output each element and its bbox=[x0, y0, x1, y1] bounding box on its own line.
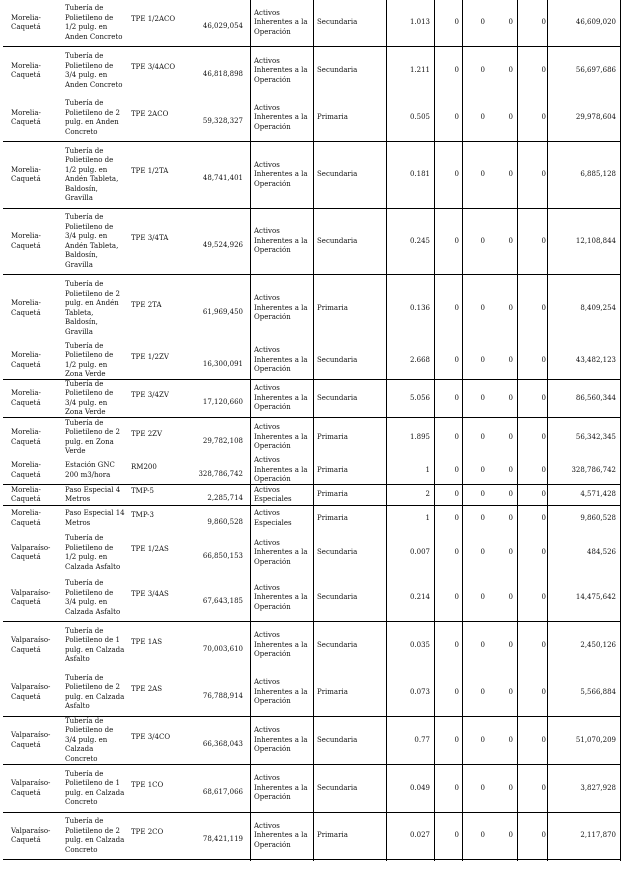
zero-col-3-cell: 0 bbox=[508, 393, 513, 402]
column-divider bbox=[386, 0, 387, 861]
zero-col-4-cell: 0 bbox=[541, 831, 546, 840]
asset-category-cell: Activos Inherentes a la Operación bbox=[254, 56, 308, 84]
table-row bbox=[3, 531, 620, 575]
quantity-cell: 2 bbox=[425, 490, 430, 499]
zero-col-4-cell: 0 bbox=[541, 432, 546, 441]
zero-col-3-cell: 0 bbox=[508, 18, 513, 27]
total-value-cell: 43,482,123 bbox=[575, 355, 616, 364]
total-value-cell: 328,786,742 bbox=[571, 465, 616, 474]
asset-category-cell: Activos Inherentes a la Operación bbox=[254, 346, 308, 374]
network-level-cell: Primaria bbox=[317, 113, 348, 122]
zero-col-3-cell: 0 bbox=[508, 490, 513, 499]
total-value-cell: 86,560,344 bbox=[575, 393, 616, 402]
zero-col-4-cell: 0 bbox=[541, 66, 546, 75]
zero-col-2-cell: 0 bbox=[480, 236, 485, 245]
network-level-cell: Secundaria bbox=[317, 640, 358, 649]
quantity-cell: 0.77 bbox=[414, 735, 430, 744]
asset-category-cell: Activos Inherentes a la Operación bbox=[254, 538, 308, 566]
total-value-cell: 484,526 bbox=[587, 548, 616, 557]
quantity-cell: 2.668 bbox=[409, 355, 430, 364]
zero-col-4-cell: 0 bbox=[541, 593, 546, 602]
quantity-cell: 0.073 bbox=[409, 687, 430, 696]
description-cell: Tubería de Polietileno de 2 pulg. en Calzada Asfalto bbox=[65, 673, 125, 710]
code-cell: TMP-3 bbox=[131, 510, 154, 519]
zero-col-2-cell: 0 bbox=[480, 66, 485, 75]
zero-col-3-cell: 0 bbox=[508, 113, 513, 122]
asset-category-cell: Activos Inherentes a la Operación bbox=[254, 227, 308, 255]
table-row bbox=[3, 95, 620, 142]
unit-value-cell: 61,969,450 bbox=[202, 307, 243, 316]
zero-col-1-cell: 0 bbox=[454, 548, 459, 557]
unit-value-cell: 46,818,898 bbox=[202, 70, 243, 79]
total-value-cell: 2,450,126 bbox=[580, 640, 616, 649]
network-level-cell: Secundaria bbox=[317, 593, 358, 602]
unit-value-cell: 70,003,610 bbox=[202, 644, 243, 653]
unit-value-cell: 46,029,054 bbox=[202, 22, 243, 31]
zero-col-2-cell: 0 bbox=[480, 831, 485, 840]
table-row bbox=[3, 717, 620, 765]
zero-col-4-cell: 0 bbox=[541, 513, 546, 522]
zero-col-1-cell: 0 bbox=[454, 66, 459, 75]
description-cell: Tubería de Polietileno de 1 pulg. en Calzada Asfalto bbox=[65, 626, 125, 663]
zero-col-1-cell: 0 bbox=[454, 640, 459, 649]
column-divider bbox=[313, 0, 314, 861]
municipality-cell: Morelia-Caquetá bbox=[11, 509, 41, 527]
municipality-cell: Valparaíso-Caquetá bbox=[11, 731, 51, 749]
description-cell: Tubería de Polietileno de 2 pulg. en Andén Tableta, Baldosín, Gravilla bbox=[65, 280, 120, 336]
column-divider bbox=[462, 0, 463, 861]
asset-category-cell: Activos Especiales bbox=[254, 485, 292, 503]
table-row bbox=[3, 765, 620, 813]
zero-col-3-cell: 0 bbox=[508, 640, 513, 649]
zero-col-2-cell: 0 bbox=[480, 432, 485, 441]
zero-col-1-cell: 0 bbox=[454, 18, 459, 27]
total-value-cell: 29,978,604 bbox=[575, 113, 616, 122]
code-cell: TPE 1/2ACO bbox=[131, 15, 176, 24]
zero-col-2-cell: 0 bbox=[480, 393, 485, 402]
zero-col-2-cell: 0 bbox=[480, 490, 485, 499]
description-cell: Tubería de Polietileno de 1/2 pulg. en Calzada Asfalto bbox=[65, 534, 121, 571]
table-row bbox=[3, 209, 620, 275]
description-cell: Tubería de Polietileno de 1 pulg. en Calzada Concreto bbox=[65, 769, 125, 806]
table-row bbox=[3, 485, 620, 506]
zero-col-3-cell: 0 bbox=[508, 432, 513, 441]
zero-col-4-cell: 0 bbox=[541, 355, 546, 364]
description-cell: Tubería de Polietileno de 2 pulg. en Zona Verde bbox=[65, 418, 120, 455]
zero-col-3-cell: 0 bbox=[508, 236, 513, 245]
code-cell: TPE 3/4CO bbox=[131, 732, 171, 741]
zero-col-2-cell: 0 bbox=[480, 548, 485, 557]
zero-col-3-cell: 0 bbox=[508, 687, 513, 696]
code-cell: TPE 2ZV bbox=[131, 429, 163, 438]
municipality-cell: Morelia-Caquetá bbox=[11, 61, 41, 79]
zero-col-2-cell: 0 bbox=[480, 783, 485, 792]
description-cell: Tubería de Polietileno de 1/2 pulg. en Zona Verde bbox=[65, 341, 114, 378]
total-value-cell: 9,860,528 bbox=[580, 513, 616, 522]
network-level-cell: Primaria bbox=[317, 303, 348, 312]
asset-category-cell: Activos Inherentes a la Operación bbox=[254, 821, 308, 849]
total-value-cell: 8,409,254 bbox=[580, 303, 616, 312]
quantity-cell: 1.013 bbox=[409, 18, 430, 27]
quantity-cell: 0.027 bbox=[409, 831, 430, 840]
zero-col-1-cell: 0 bbox=[454, 355, 459, 364]
zero-col-1-cell: 0 bbox=[454, 393, 459, 402]
description-cell: Tubería de Polietileno de 3/4 pulg. en Andén Tableta, Baldosín, Gravilla bbox=[65, 213, 119, 269]
total-value-cell: 4,571,428 bbox=[580, 490, 616, 499]
description-cell: Tubería de Polietileno de 2 pulg. en Anden Concreto bbox=[65, 99, 120, 136]
unit-value-cell: 16,300,091 bbox=[202, 359, 243, 368]
table-row bbox=[3, 418, 620, 457]
code-cell: TPE 3/4ACO bbox=[131, 63, 176, 72]
column-divider bbox=[517, 0, 518, 861]
municipality-cell: Morelia-Caquetá bbox=[11, 299, 41, 317]
asset-category-cell: Activos Inherentes a la Operación bbox=[254, 456, 308, 484]
total-value-cell: 2,117,870 bbox=[580, 831, 616, 840]
unit-value-cell: 66,368,043 bbox=[202, 739, 243, 748]
asset-category-cell: Activos Inherentes a la Operación bbox=[254, 423, 308, 451]
unit-value-cell: 29,782,108 bbox=[202, 436, 243, 445]
zero-col-1-cell: 0 bbox=[454, 593, 459, 602]
zero-col-4-cell: 0 bbox=[541, 236, 546, 245]
municipality-cell: Morelia-Caquetá bbox=[11, 461, 41, 479]
quantity-cell: 0.049 bbox=[409, 783, 430, 792]
asset-category-cell: Activos Inherentes a la Operación bbox=[254, 8, 308, 36]
zero-col-4-cell: 0 bbox=[541, 18, 546, 27]
quantity-cell: 1.211 bbox=[409, 66, 430, 75]
municipality-cell: Morelia-Caquetá bbox=[11, 428, 41, 446]
zero-col-3-cell: 0 bbox=[508, 170, 513, 179]
network-level-cell: Secundaria bbox=[317, 18, 358, 27]
code-cell: TPE 3/4AS bbox=[131, 590, 169, 599]
zero-col-1-cell: 0 bbox=[454, 465, 459, 474]
code-cell: TPE 3/4TA bbox=[131, 233, 169, 242]
network-level-cell: Secundaria bbox=[317, 735, 358, 744]
zero-col-2-cell: 0 bbox=[480, 735, 485, 744]
zero-col-1-cell: 0 bbox=[454, 735, 459, 744]
description-cell: Tubería de Polietileno de 2 pulg. en Calzada Concreto bbox=[65, 817, 125, 854]
municipality-cell: Morelia-Caquetá bbox=[11, 389, 41, 407]
unit-value-cell: 68,617,066 bbox=[202, 787, 243, 796]
unit-value-cell: 76,788,914 bbox=[202, 691, 243, 700]
network-level-cell: Primaria bbox=[317, 490, 348, 499]
network-level-cell: Primaria bbox=[317, 687, 348, 696]
table-row bbox=[3, 813, 620, 860]
quantity-cell: 5.056 bbox=[409, 393, 430, 402]
code-cell: TPE 1CO bbox=[131, 780, 164, 789]
column-divider bbox=[620, 0, 621, 861]
table-row bbox=[3, 47, 620, 95]
zero-col-2-cell: 0 bbox=[480, 303, 485, 312]
column-divider bbox=[434, 0, 435, 861]
quantity-cell: 0.136 bbox=[409, 303, 430, 312]
zero-col-4-cell: 0 bbox=[541, 303, 546, 312]
description-cell: Tubería de Polietileno de 3/4 pulg. en Calzada Asfalto bbox=[65, 579, 121, 616]
description-cell: Paso Especial 4 Metros bbox=[65, 485, 121, 503]
asset-category-cell: Activos Especiales bbox=[254, 509, 292, 527]
quantity-cell: 0.181 bbox=[409, 170, 430, 179]
total-value-cell: 46,609,020 bbox=[575, 18, 616, 27]
zero-col-1-cell: 0 bbox=[454, 432, 459, 441]
zero-col-4-cell: 0 bbox=[541, 113, 546, 122]
asset-category-cell: Activos Inherentes a la Operación bbox=[254, 294, 308, 322]
total-value-cell: 5,566,884 bbox=[580, 687, 616, 696]
total-value-cell: 51,070,209 bbox=[575, 735, 616, 744]
zero-col-4-cell: 0 bbox=[541, 783, 546, 792]
zero-col-3-cell: 0 bbox=[508, 513, 513, 522]
asset-category-cell: Activos Inherentes a la Operación bbox=[254, 774, 308, 802]
code-cell: TPE 1/2AS bbox=[131, 545, 169, 554]
zero-col-2-cell: 0 bbox=[480, 513, 485, 522]
total-value-cell: 56,342,345 bbox=[575, 432, 616, 441]
table-row bbox=[3, 575, 620, 622]
description-cell: Tubería de Polietileno de 3/4 pulg. en Zona Verde bbox=[65, 379, 114, 416]
municipality-cell: Morelia-Caquetá bbox=[11, 108, 41, 126]
unit-value-cell: 9,860,528 bbox=[207, 517, 243, 526]
network-level-cell: Primaria bbox=[317, 831, 348, 840]
municipality-cell: Morelia-Caquetá bbox=[11, 485, 41, 503]
zero-col-1-cell: 0 bbox=[454, 687, 459, 696]
table-row bbox=[3, 142, 620, 209]
code-cell: TPE 1/2ZV bbox=[131, 352, 169, 361]
zero-col-3-cell: 0 bbox=[508, 548, 513, 557]
network-level-cell: Secundaria bbox=[317, 170, 358, 179]
zero-col-3-cell: 0 bbox=[508, 735, 513, 744]
code-cell: TPE 2ACO bbox=[131, 110, 169, 119]
zero-col-2-cell: 0 bbox=[480, 687, 485, 696]
column-divider bbox=[547, 0, 548, 861]
zero-col-2-cell: 0 bbox=[480, 640, 485, 649]
network-level-cell: Secundaria bbox=[317, 548, 358, 557]
quantity-cell: 0.214 bbox=[409, 593, 430, 602]
asset-category-cell: Activos Inherentes a la Operación bbox=[254, 160, 308, 188]
asset-category-cell: Activos Inherentes a la Operación bbox=[254, 631, 308, 659]
municipality-cell: Morelia-Caquetá bbox=[11, 232, 41, 250]
zero-col-4-cell: 0 bbox=[541, 393, 546, 402]
total-value-cell: 12,108,844 bbox=[575, 236, 616, 245]
table-row bbox=[3, 275, 620, 342]
unit-value-cell: 2,285,714 bbox=[207, 494, 243, 503]
code-cell: TPE 2CO bbox=[131, 828, 164, 837]
total-value-cell: 3,827,928 bbox=[580, 783, 616, 792]
zero-col-2-cell: 0 bbox=[480, 355, 485, 364]
municipality-cell: Valparaíso-Caquetá bbox=[11, 543, 51, 561]
code-cell: TPE 3/4ZV bbox=[131, 390, 169, 399]
description-cell: Tubería de Polietileno de 3/4 pulg. en Anden Concreto bbox=[65, 52, 123, 89]
zero-col-2-cell: 0 bbox=[480, 113, 485, 122]
zero-col-1-cell: 0 bbox=[454, 303, 459, 312]
zero-col-4-cell: 0 bbox=[541, 640, 546, 649]
quantity-cell: 1 bbox=[425, 465, 430, 474]
network-level-cell: Primaria bbox=[317, 432, 348, 441]
municipality-cell: Valparaíso-Caquetá bbox=[11, 779, 51, 797]
municipality-cell: Valparaíso-Caquetá bbox=[11, 683, 51, 701]
network-level-cell: Primaria bbox=[317, 513, 348, 522]
zero-col-1-cell: 0 bbox=[454, 113, 459, 122]
zero-col-4-cell: 0 bbox=[541, 170, 546, 179]
zero-col-1-cell: 0 bbox=[454, 783, 459, 792]
network-level-cell: Secundaria bbox=[317, 66, 358, 75]
code-cell: TPE 2TA bbox=[131, 300, 162, 309]
table-row bbox=[3, 380, 620, 418]
description-cell: Tubería de Polietileno de 1/2 pulg. en Anden Concreto bbox=[65, 4, 123, 41]
table-row bbox=[3, 342, 620, 380]
quantity-cell: 1.895 bbox=[409, 432, 430, 441]
quantity-cell: 0.245 bbox=[409, 236, 430, 245]
unit-value-cell: 59,328,327 bbox=[202, 117, 243, 126]
asset-category-cell: Activos Inherentes a la Operación bbox=[254, 678, 308, 706]
zero-col-3-cell: 0 bbox=[508, 355, 513, 364]
unit-value-cell: 328,786,742 bbox=[198, 469, 243, 478]
municipality-cell: Valparaíso-Caquetá bbox=[11, 826, 51, 844]
zero-col-4-cell: 0 bbox=[541, 687, 546, 696]
description-cell: Paso Especial 14 Metros bbox=[65, 509, 125, 527]
code-cell: TPE 1AS bbox=[131, 637, 163, 646]
description-cell: Tubería de Polietileno de 3/4 pulg. en Calzada Concreto bbox=[65, 716, 114, 763]
code-cell: RM200 bbox=[131, 462, 157, 471]
table-row bbox=[3, 0, 620, 47]
asset-category-cell: Activos Inherentes a la Operación bbox=[254, 726, 308, 754]
zero-col-3-cell: 0 bbox=[508, 593, 513, 602]
code-cell: TPE 2AS bbox=[131, 684, 163, 693]
quantity-cell: 0.035 bbox=[409, 640, 430, 649]
table-row bbox=[3, 457, 620, 485]
municipality-cell: Morelia-Caquetá bbox=[11, 165, 41, 183]
table-row bbox=[3, 669, 620, 717]
quantity-cell: 0.505 bbox=[409, 113, 430, 122]
zero-col-2-cell: 0 bbox=[480, 18, 485, 27]
zero-col-1-cell: 0 bbox=[454, 236, 459, 245]
code-cell: TMP-5 bbox=[131, 487, 154, 496]
total-value-cell: 6,885,128 bbox=[580, 170, 616, 179]
zero-col-2-cell: 0 bbox=[480, 593, 485, 602]
description-cell: Estación GNC 200 m3/hora bbox=[65, 461, 115, 479]
zero-col-3-cell: 0 bbox=[508, 465, 513, 474]
network-level-cell: Secundaria bbox=[317, 236, 358, 245]
zero-col-4-cell: 0 bbox=[541, 548, 546, 557]
zero-col-3-cell: 0 bbox=[508, 66, 513, 75]
network-level-cell: Secundaria bbox=[317, 355, 358, 364]
code-cell: TPE 1/2TA bbox=[131, 167, 169, 176]
zero-col-3-cell: 0 bbox=[508, 303, 513, 312]
unit-value-cell: 66,850,153 bbox=[202, 552, 243, 561]
zero-col-3-cell: 0 bbox=[508, 783, 513, 792]
quantity-cell: 1 bbox=[425, 513, 430, 522]
municipality-cell: Valparaíso-Caquetá bbox=[11, 588, 51, 606]
network-level-cell: Secundaria bbox=[317, 393, 358, 402]
zero-col-1-cell: 0 bbox=[454, 831, 459, 840]
zero-col-4-cell: 0 bbox=[541, 490, 546, 499]
zero-col-2-cell: 0 bbox=[480, 465, 485, 474]
municipality-cell: Morelia-Caquetá bbox=[11, 351, 41, 369]
description-cell: Tubería de Polietileno de 1/2 pulg. en Andén Tableta, Baldosín, Gravilla bbox=[65, 146, 119, 202]
unit-value-cell: 17,120,660 bbox=[202, 397, 243, 406]
unit-value-cell: 49,524,926 bbox=[202, 240, 243, 249]
column-divider bbox=[250, 0, 251, 861]
asset-category-cell: Activos Inherentes a la Operación bbox=[254, 384, 308, 412]
zero-col-4-cell: 0 bbox=[541, 465, 546, 474]
zero-col-4-cell: 0 bbox=[541, 735, 546, 744]
unit-value-cell: 78,421,119 bbox=[202, 835, 243, 844]
zero-col-1-cell: 0 bbox=[454, 490, 459, 499]
asset-category-cell: Activos Inherentes a la Operación bbox=[254, 103, 308, 131]
unit-value-cell: 67,643,185 bbox=[202, 597, 243, 606]
network-level-cell: Primaria bbox=[317, 465, 348, 474]
municipality-cell: Morelia-Caquetá bbox=[11, 13, 41, 31]
network-level-cell: Secundaria bbox=[317, 783, 358, 792]
zero-col-1-cell: 0 bbox=[454, 513, 459, 522]
table-row bbox=[3, 506, 620, 531]
asset-category-cell: Activos Inherentes a la Operación bbox=[254, 583, 308, 611]
quantity-cell: 0.007 bbox=[409, 548, 430, 557]
zero-col-1-cell: 0 bbox=[454, 170, 459, 179]
table-row bbox=[3, 622, 620, 669]
municipality-cell: Valparaíso-Caquetá bbox=[11, 636, 51, 654]
zero-col-2-cell: 0 bbox=[480, 170, 485, 179]
total-value-cell: 56,697,686 bbox=[575, 66, 616, 75]
total-value-cell: 14,475,642 bbox=[575, 593, 616, 602]
zero-col-3-cell: 0 bbox=[508, 831, 513, 840]
unit-value-cell: 48,741,401 bbox=[202, 174, 243, 183]
